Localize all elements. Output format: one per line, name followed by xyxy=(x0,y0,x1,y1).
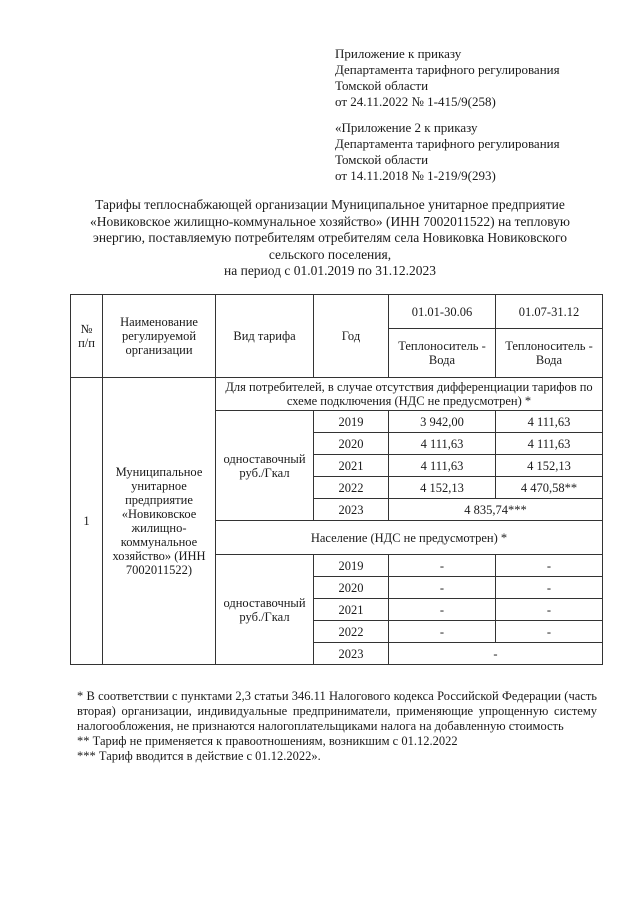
tariff-type: одноставочный руб./Гкал xyxy=(216,411,314,521)
col-header-num: № п/п xyxy=(71,295,103,378)
value-cell: - xyxy=(496,621,603,643)
year-cell: 2019 xyxy=(314,411,389,433)
value-cell: - xyxy=(389,599,496,621)
value-cell: 4 111,63 xyxy=(496,433,603,455)
header-line: Департамента тарифного регулирования xyxy=(335,136,560,151)
col-header-carrier1: Теплоноситель - Вода xyxy=(389,329,496,378)
year-cell: 2021 xyxy=(314,455,389,477)
tariff-type: одноставочный руб./Гкал xyxy=(216,555,314,665)
title-line: на период с 01.01.2019 по 31.12.2023 xyxy=(224,263,436,278)
col-header-period2: 01.07-31.12 xyxy=(496,295,603,329)
value-cell: - xyxy=(496,555,603,577)
section-title: Население (НДС не предусмотрен) * xyxy=(216,521,603,555)
year-cell: 2021 xyxy=(314,599,389,621)
year-cell: 2023 xyxy=(314,499,389,521)
value-cell: - xyxy=(496,599,603,621)
title-line: сельского поселения, xyxy=(268,246,392,262)
value-cell: - xyxy=(389,555,496,577)
col-header-carrier2: Теплоноситель - Вода xyxy=(496,329,603,378)
approval-header xyxy=(335,46,560,110)
footnote: * В соответствии с пунктами 2,3 статьи 346.11 Налогового кодекса Российской Федерации (часть вторая) организации, индивидуальные предприниматели, применяющие упрощенную систему налогообложения, не признаются налогоплательщиками налога на добавленную стоимость xyxy=(77,689,597,733)
header-row xyxy=(71,295,603,329)
header-line: от 14.11.2018 № 1-219/9(293) xyxy=(335,168,496,183)
year-cell: 2020 xyxy=(314,433,389,455)
footnote: ** Тариф не применяется к правоотношениям, возникшим с 01.12.2022 xyxy=(77,734,458,748)
footnote: *** Тариф вводится в действие с 01.12.2022». xyxy=(77,749,321,763)
header-line: Томской области xyxy=(335,152,429,167)
value-cell: - xyxy=(389,577,496,599)
year-cell: 2023 xyxy=(314,643,389,665)
col-header-org: Наименование регулируемой организации xyxy=(103,295,216,378)
footnotes xyxy=(77,689,597,764)
header-line: Приложение к приказу xyxy=(335,46,462,61)
col-header-type: Вид тарифа xyxy=(216,295,314,378)
value-cell: - xyxy=(389,621,496,643)
title-line: энергию, поставляемую потребителям отребителям села Новиковка Новиковского xyxy=(93,230,567,245)
col-header-year: Год xyxy=(314,295,389,378)
year-cell: 2020 xyxy=(314,577,389,599)
col-header-period1: 01.01-30.06 xyxy=(389,295,496,329)
original-appendix-header xyxy=(335,120,560,184)
value-cell: 4 111,63 xyxy=(389,433,496,455)
year-cell: 2022 xyxy=(314,621,389,643)
section-title: Для потребителей, в случае отсутствия дифференциации тарифов по схеме подключения (НДС не предусмотрен) * xyxy=(216,378,603,411)
value-cell: 4 152,13 xyxy=(496,455,603,477)
document-title xyxy=(60,197,600,280)
row-number: 1 xyxy=(71,378,103,665)
organization-name: Муниципальное унитарное предприятие «Новиковское жилищно-коммунальное хозяйство» (ИНН 7002011522) xyxy=(103,378,216,665)
value-cell: 4 111,63 xyxy=(389,455,496,477)
tariff-table xyxy=(70,294,603,665)
header-line: «Приложение 2 к приказу xyxy=(335,120,478,135)
merged-value-cell: 4 835,74*** xyxy=(389,499,603,521)
value-cell: 4 111,63 xyxy=(496,411,603,433)
header-line: Томской области xyxy=(335,78,429,93)
value-cell: 4 470,58** xyxy=(496,477,603,499)
header-line: Департамента тарифного регулирования xyxy=(335,62,560,77)
year-cell: 2022 xyxy=(314,477,389,499)
section-row xyxy=(71,378,603,411)
title-line: «Новиковское жилищно-коммунальное хозяйство» (ИНН 7002011522) на тепловую xyxy=(90,213,570,229)
year-cell: 2019 xyxy=(314,555,389,577)
merged-value-cell: - xyxy=(389,643,603,665)
value-cell: 3 942,00 xyxy=(389,411,496,433)
title-line: Тарифы теплоснабжающей организации Муниципальное унитарное предприятие xyxy=(95,197,565,212)
header-line: от 24.11.2022 № 1-415/9(258) xyxy=(335,94,496,109)
value-cell: 4 152,13 xyxy=(389,477,496,499)
value-cell: - xyxy=(496,577,603,599)
